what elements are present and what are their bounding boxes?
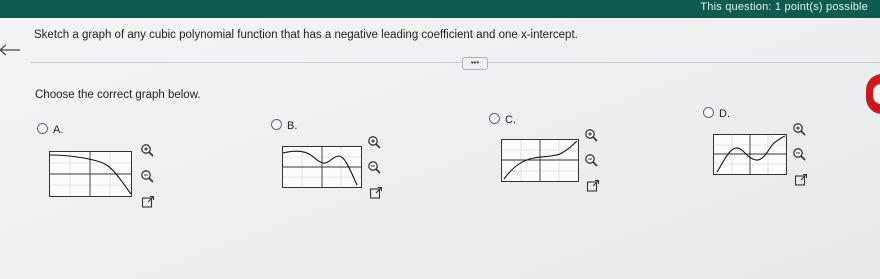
option-a-label: A.	[53, 124, 64, 136]
option-d-open-in-new-window-icon[interactable]	[794, 173, 808, 187]
question-text: Sketch a graph of any cubic polynomial function that has a negative leading coefficient and one x-intercept.	[34, 29, 578, 41]
more-button[interactable]: •••	[462, 57, 488, 70]
top-bar	[0, 0, 880, 18]
option-d[interactable]	[703, 107, 730, 120]
option-a[interactable]	[37, 123, 63, 136]
option-d-zoom-out-icon[interactable]	[792, 147, 806, 161]
option-a-graph	[49, 151, 132, 197]
option-c-radio[interactable]	[489, 113, 500, 124]
option-d-zoom-in-icon[interactable]	[792, 122, 806, 136]
option-a-zoom-in-icon[interactable]	[140, 143, 154, 157]
option-a-radio[interactable]	[37, 123, 48, 134]
divider	[30, 62, 880, 63]
option-c-graph	[501, 139, 579, 182]
option-a-open-in-new-window-icon[interactable]	[141, 195, 155, 209]
option-c-zoom-out-icon[interactable]	[584, 153, 598, 167]
side-tab[interactable]	[866, 74, 880, 114]
question-points-text: This question: 1 point(s) possible	[700, 1, 868, 13]
option-b[interactable]	[271, 119, 297, 132]
option-b-radio[interactable]	[271, 119, 282, 130]
option-b-zoom-out-icon[interactable]	[367, 160, 381, 174]
option-b-open-in-new-window-icon[interactable]	[369, 186, 383, 200]
option-c-open-in-new-window-icon[interactable]	[586, 179, 600, 193]
option-b-graph	[282, 146, 362, 188]
option-a-zoom-out-icon[interactable]	[140, 169, 154, 183]
option-c[interactable]	[489, 113, 516, 126]
choose-prompt: Choose the correct graph below.	[35, 89, 201, 101]
option-d-radio[interactable]	[703, 107, 714, 118]
option-a-curve	[50, 155, 131, 194]
back-arrow-icon[interactable]	[0, 40, 22, 60]
option-b-label: B.	[287, 120, 298, 132]
option-d-label: D.	[719, 108, 730, 120]
option-d-graph	[713, 134, 787, 175]
option-b-curve	[283, 151, 357, 185]
option-c-zoom-in-icon[interactable]	[584, 128, 598, 142]
option-c-label: C.	[505, 114, 516, 126]
option-b-zoom-in-icon[interactable]	[367, 135, 381, 149]
